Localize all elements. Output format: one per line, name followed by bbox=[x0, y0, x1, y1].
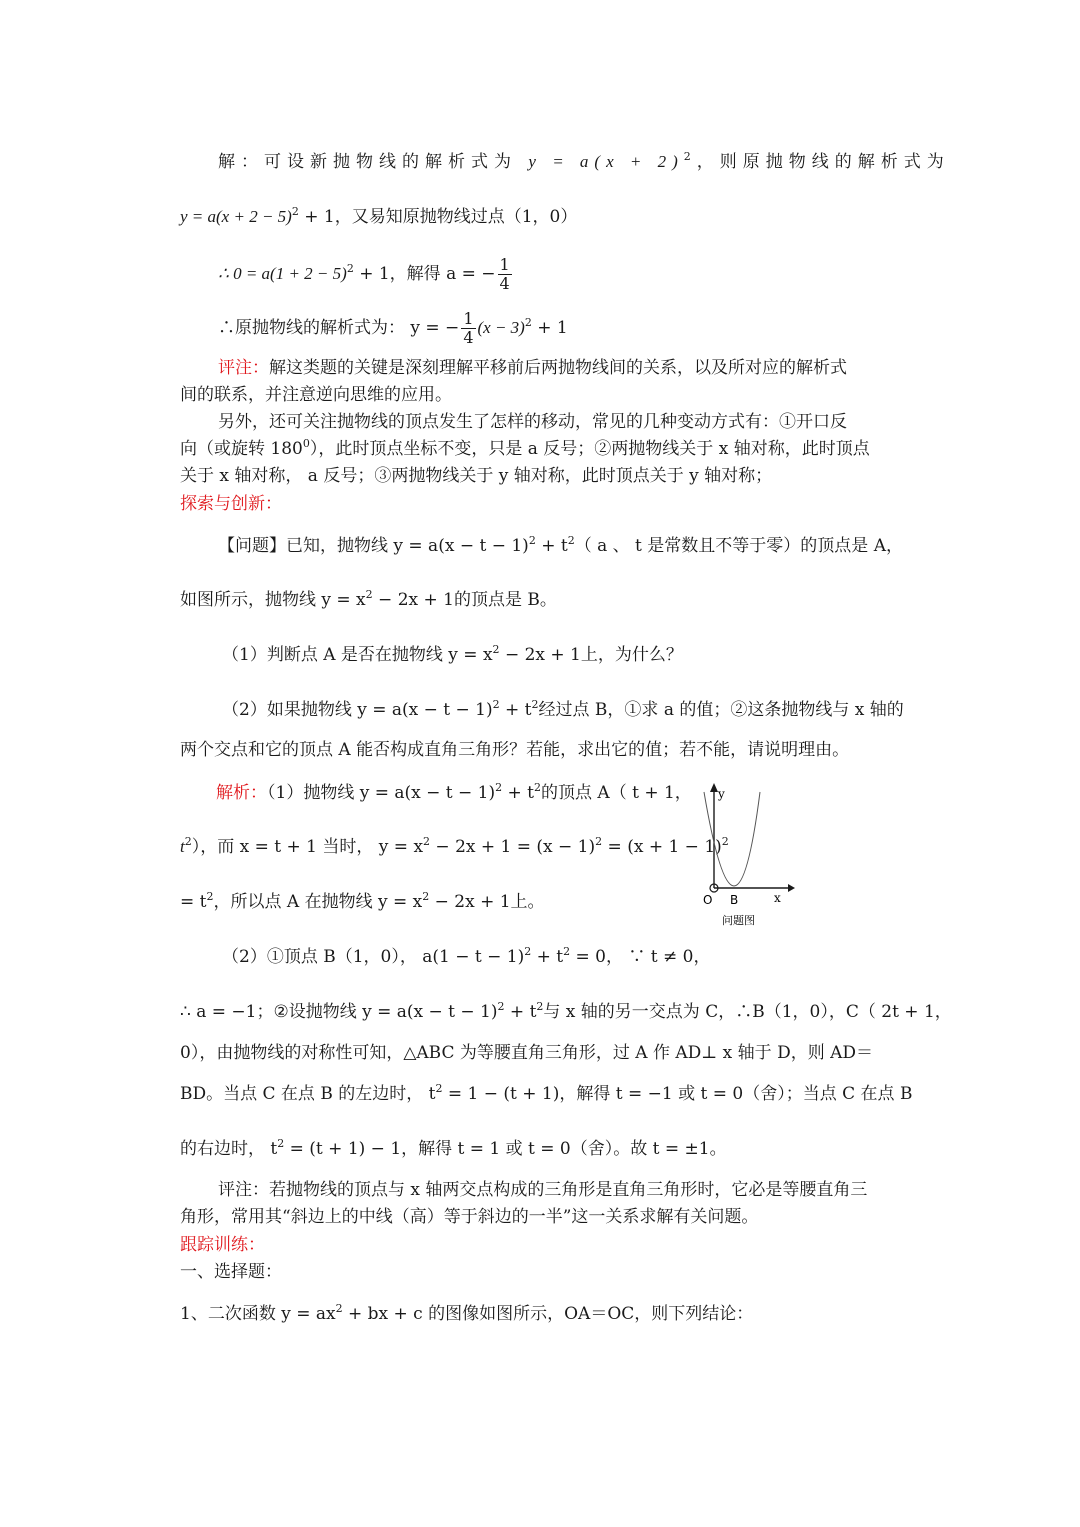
problem-statement: 【问题】已知，抛物线 $y = a(x - t - 1)^2 + t^2$（ a 、 t 是常数且不等于零）的顶点是 A， bbox=[218, 534, 903, 556]
fraction: $\frac{1}{4}$ bbox=[499, 255, 510, 293]
paragraph-line: 另外，还可关注抛物线的顶点发生了怎样的移动，常见的几种变动方式有：①开口反 bbox=[218, 412, 847, 432]
solve-a-line: ∴ $0 = a(1 + 2 - 5)^2 + 1$，解得 a = − $\frac{1}{4}$ bbox=[218, 255, 510, 293]
paragraph-line: 关于 x 轴对称， a 反号；③两抛物线关于 y 轴对称，此时顶点关于 y 轴对称； bbox=[180, 466, 773, 486]
analysis-1-cont: $t^2$），而 x = t + 1 当时， $y = x^2 - 2x + 1 = (x - 1)^2 = (x + 1 - 1)^2$ bbox=[180, 835, 729, 857]
origin-label: O bbox=[703, 893, 713, 907]
problem-statement-cont: 如图所示，抛物线 $y = x^2 - 2x + 1$的顶点是 B。 bbox=[180, 588, 557, 610]
question-2-cont: 两个交点和它的顶点 A 能否构成直角三角形？若能，求出它的值；若不能，请说明理由。 bbox=[180, 740, 850, 760]
comment-2-cont: 角形，常用其“斜边上的中线（高）等于斜边的一半”这一关系求解有关问题。 bbox=[180, 1207, 759, 1227]
analysis-1-end: = $t^2$，所以点 A 在抛物线 $y = x^2 - 2x + 1$上。 bbox=[180, 890, 545, 912]
comment-1: 评注：解这类题的关键是深刻理解平移前后两抛物线间的关系，以及所对应的解析式 bbox=[218, 358, 847, 378]
paragraph-line: 向（或旋转 $180^0$），此时顶点坐标不变，只是 a 反号；②两抛物线关于 x 轴对称，此时顶点 bbox=[180, 437, 870, 459]
original-expression-line: $y = a(x + 2 - 5)^2 + 1$，又易知原抛物线过点（1，0） bbox=[180, 205, 578, 227]
question-2: （2）如果抛物线 $y = a(x - t - 1)^2 + t^2$经过点 B，①求 a 的值；②这条抛物线与 x 轴的 bbox=[222, 698, 904, 720]
comment-2: 评注：若抛物线的顶点与 x 轴两交点构成的三角形是直角三角形时，它必是等腰直角三 bbox=[218, 1180, 868, 1200]
y-axis-arrow bbox=[710, 783, 718, 792]
analysis-2-cont: ∴ a = −1；②设抛物线 $y = a(x - t - 1)^2 + t^2$与 x 轴的另一交点为 C，∴B（1，0），C（ 2t + 1， bbox=[180, 1000, 952, 1022]
section-heading-explore: 探索与创新： bbox=[180, 494, 282, 514]
parabola-curve bbox=[704, 792, 760, 886]
section-heading-practice: 跟踪训练： bbox=[180, 1235, 265, 1255]
x-axis-arrow bbox=[788, 884, 795, 892]
analysis-2-cont: 0），由抛物线的对称性可知，△ABC 为等腰直角三角形，过 A 作 AD⊥ x 轴于 D，则 AD＝ bbox=[180, 1043, 874, 1063]
analysis-1: 解析：（1）抛物线 $y = a(x - t - 1)^2 + t^2$的顶点 A（ t + 1， bbox=[216, 781, 692, 803]
comment-1-cont: 间的联系，并注意逆向思维的应用。 bbox=[180, 385, 452, 405]
question-1: （1）判断点 A 是否在抛物线 $y = x^2 - 2x + 1$上，为什么？ bbox=[222, 643, 683, 665]
exercise-1: 1、二次函数 $y = ax^2$ + bx + c 的图像如图所示，OA＝OC，则下列结论： bbox=[180, 1302, 754, 1324]
fraction: $\frac{1}{4}$ bbox=[463, 309, 474, 347]
section-subheading-choice: 一、选择题： bbox=[180, 1262, 282, 1282]
analysis-2-end: 的右边时， $t^2 = (t + 1) - 1$，解得 t = 1 或 t = 0（舍）。故 t = ±1。 bbox=[180, 1137, 727, 1159]
solution-intro: 解：可设新抛物线的解析式为 $y = a(x + 2)^2$，则原抛物线的解析式为 bbox=[218, 150, 950, 172]
analysis-2-cont: BD。当点 C 在点 B 的左边时， $t^2 = 1 - (t + 1)$，解得 t = −1 或 t = 0（舍）；当点 C 在点 B bbox=[180, 1082, 913, 1104]
y-label: y bbox=[718, 787, 725, 801]
result-line: ∴原抛物线的解析式为： y = − $\frac{1}{4}$ $(x - 3)^2 + 1$ bbox=[218, 309, 568, 347]
parabola-figure bbox=[700, 780, 795, 930]
analysis-2: （2）①顶点 B（1，0）， $a(1 - t - 1)^2 + t^2 = 0$， ∵ t ≠ 0， bbox=[222, 945, 711, 967]
x-label: x bbox=[774, 891, 781, 905]
point-b-label: B bbox=[730, 893, 739, 907]
figure-caption: 问题图 bbox=[722, 914, 755, 927]
